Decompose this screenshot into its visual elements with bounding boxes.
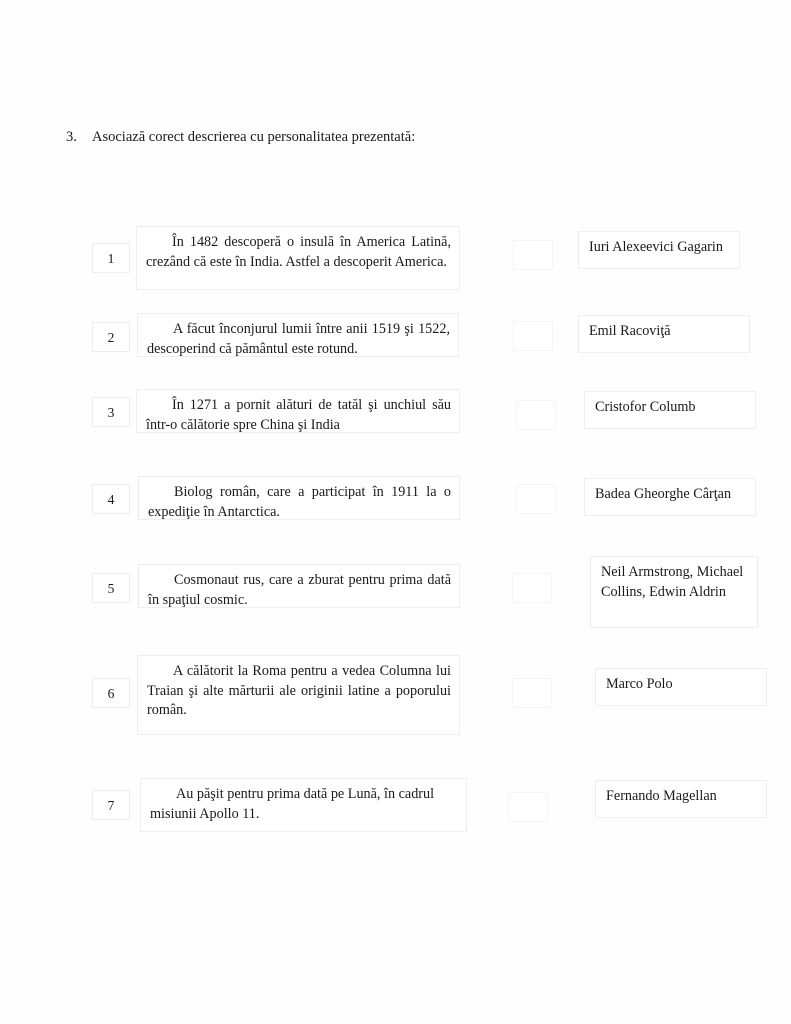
description-number-1: 1 — [107, 251, 115, 266]
description-box-7[interactable] — [140, 778, 467, 832]
question-prompt-text: Asociază corect descrierea cu personalitatea prezentată: — [92, 129, 416, 145]
personality-box-4[interactable] — [584, 478, 756, 516]
personality-name-7: Fernando Magellan — [606, 788, 717, 804]
description-number-box-5[interactable] — [92, 573, 130, 603]
personality-box-2[interactable] — [578, 315, 750, 353]
description-text-2: A făcut înconjurul lumii între anii 1519 şi 1522, descoperind că pământul este rotund. — [147, 321, 450, 357]
description-number-5: 5 — [107, 581, 115, 596]
answer-box-7[interactable] — [508, 792, 548, 822]
description-number-box-1[interactable] — [92, 243, 130, 273]
description-text-4: Biolog român, care a participat în 1911 la o expediţie în Antarctica. — [148, 484, 451, 520]
description-text-7: Au păşit pentru prima dată pe Lună, în cadrul misiunii Apollo 11. — [150, 786, 435, 822]
description-number-box-3[interactable] — [92, 397, 130, 427]
personality-name-1: Iuri Alexeevici Gagarin — [589, 239, 723, 255]
description-text-3: În 1271 a pornit alături de tatăl şi unchiul său într-o călătorie spre China şi India — [146, 397, 451, 433]
personality-name-6: Marco Polo — [606, 676, 673, 692]
description-number-box-6[interactable] — [92, 678, 130, 708]
description-text-5: Cosmonaut rus, care a zburat pentru prima dată în spaţiul cosmic. — [148, 572, 451, 608]
description-number-6: 6 — [107, 686, 115, 701]
personality-box-5[interactable] — [590, 556, 758, 628]
description-box-5[interactable] — [138, 564, 460, 608]
description-number-box-2[interactable] — [92, 322, 130, 352]
question-number: 3. — [66, 129, 77, 145]
personality-name-2: Emil Racoviţă — [589, 323, 671, 339]
description-box-2[interactable] — [137, 313, 459, 357]
answer-box-4[interactable] — [516, 484, 556, 514]
description-box-3[interactable] — [136, 389, 460, 433]
description-number-4: 4 — [107, 492, 115, 507]
description-box-1[interactable] — [136, 226, 460, 290]
personality-name-3: Cristofor Columb — [595, 399, 696, 415]
answer-box-6[interactable] — [512, 678, 552, 708]
description-text-6: A călătorit la Roma pentru a vedea Columna lui Traian şi alte mărturii ale originii latine a poporului român. — [147, 663, 451, 719]
personality-box-7[interactable] — [595, 780, 767, 818]
personality-name-5: Neil Armstrong, Michael Collins, Edwin Aldrin — [601, 564, 744, 600]
answer-box-3[interactable] — [516, 400, 556, 430]
answer-box-5[interactable] — [512, 573, 552, 603]
description-number-box-7[interactable] — [92, 790, 130, 820]
personality-box-1[interactable] — [578, 231, 740, 269]
description-number-3: 3 — [107, 405, 115, 420]
description-box-6[interactable] — [137, 655, 460, 735]
description-number-7: 7 — [107, 798, 115, 813]
personality-name-4: Badea Gheorghe Cârţan — [595, 486, 732, 502]
personality-box-6[interactable] — [595, 668, 767, 706]
personality-box-3[interactable] — [584, 391, 756, 429]
description-box-4[interactable] — [138, 476, 460, 520]
description-text-1: În 1482 descoperă o insulă în America Latină, crezând că este în India. Astfel a descoperit America. — [146, 234, 451, 270]
answer-box-2[interactable] — [513, 321, 553, 351]
description-number-box-4[interactable] — [92, 484, 130, 514]
description-number-2: 2 — [107, 330, 115, 345]
answer-box-1[interactable] — [513, 240, 553, 270]
